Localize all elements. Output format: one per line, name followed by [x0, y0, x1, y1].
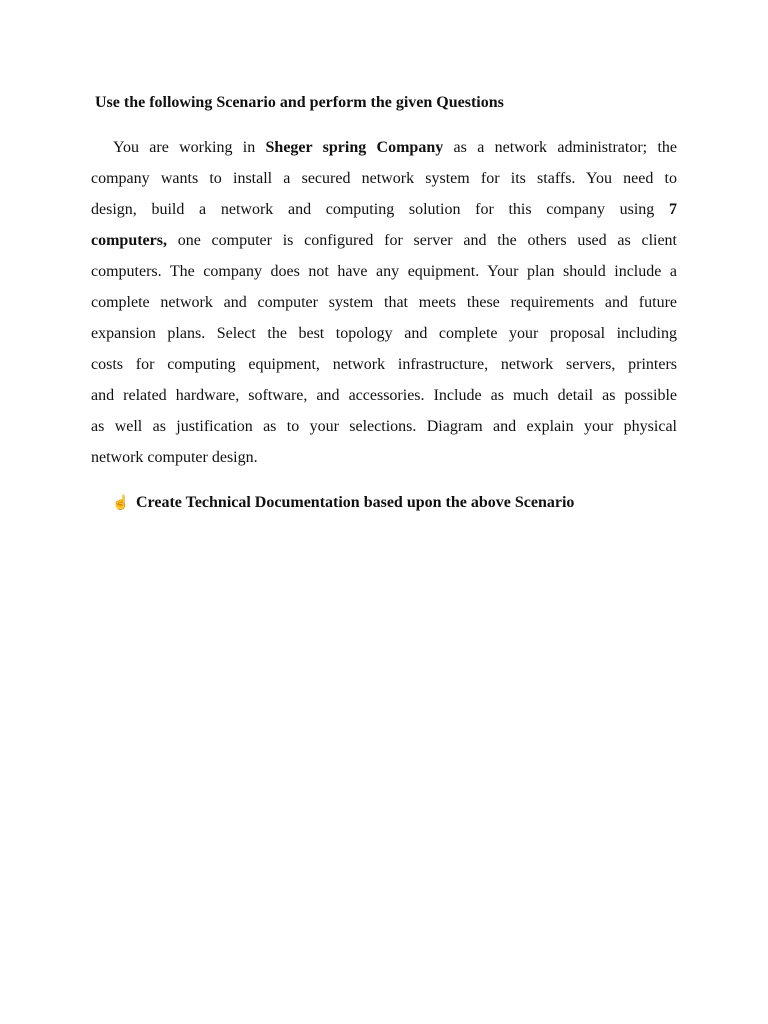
pointing-hand-icon: ☝: [112, 496, 130, 511]
paragraph-line: [91, 137, 677, 168]
paragraph-line: [91, 230, 677, 261]
text: one computer is configured for server and the others used as client: [166, 232, 677, 249]
document-heading: Use the following Scenario and perform the given Questions: [95, 94, 504, 111]
text: You are working in: [113, 139, 266, 156]
paragraph-line: complete network and computer system that meets these requirements and future: [91, 294, 677, 311]
text: design, build a network and computing solution for this company using: [91, 201, 669, 218]
paragraph-line: costs for computing equipment, network infrastructure, network servers, printers: [91, 356, 677, 373]
paragraph-line: as well as justification as to your selections. Diagram and explain your physical: [91, 418, 677, 435]
computers-label: computers,: [91, 232, 167, 249]
task-bullet: [112, 494, 574, 512]
paragraph-line: computers. The company does not have any equipment. Your plan should include a: [91, 263, 677, 280]
computer-count: 7: [669, 201, 677, 218]
paragraph-line: company wants to install a secured network system for its staffs. You need to: [91, 170, 677, 187]
company-name: Sheger spring Company: [265, 139, 444, 156]
scenario-paragraph: [91, 137, 677, 478]
task-text: Create Technical Documentation based upon the above Scenario: [136, 494, 575, 511]
paragraph-line: [91, 199, 677, 230]
paragraph-line: and related hardware, software, and accessories. Include as much detail as possible: [91, 387, 677, 404]
text: as a network administrator; the: [443, 139, 677, 156]
paragraph-line: expansion plans. Select the best topology and complete your proposal including: [91, 325, 677, 342]
paragraph-line: network computer design.: [91, 449, 258, 466]
